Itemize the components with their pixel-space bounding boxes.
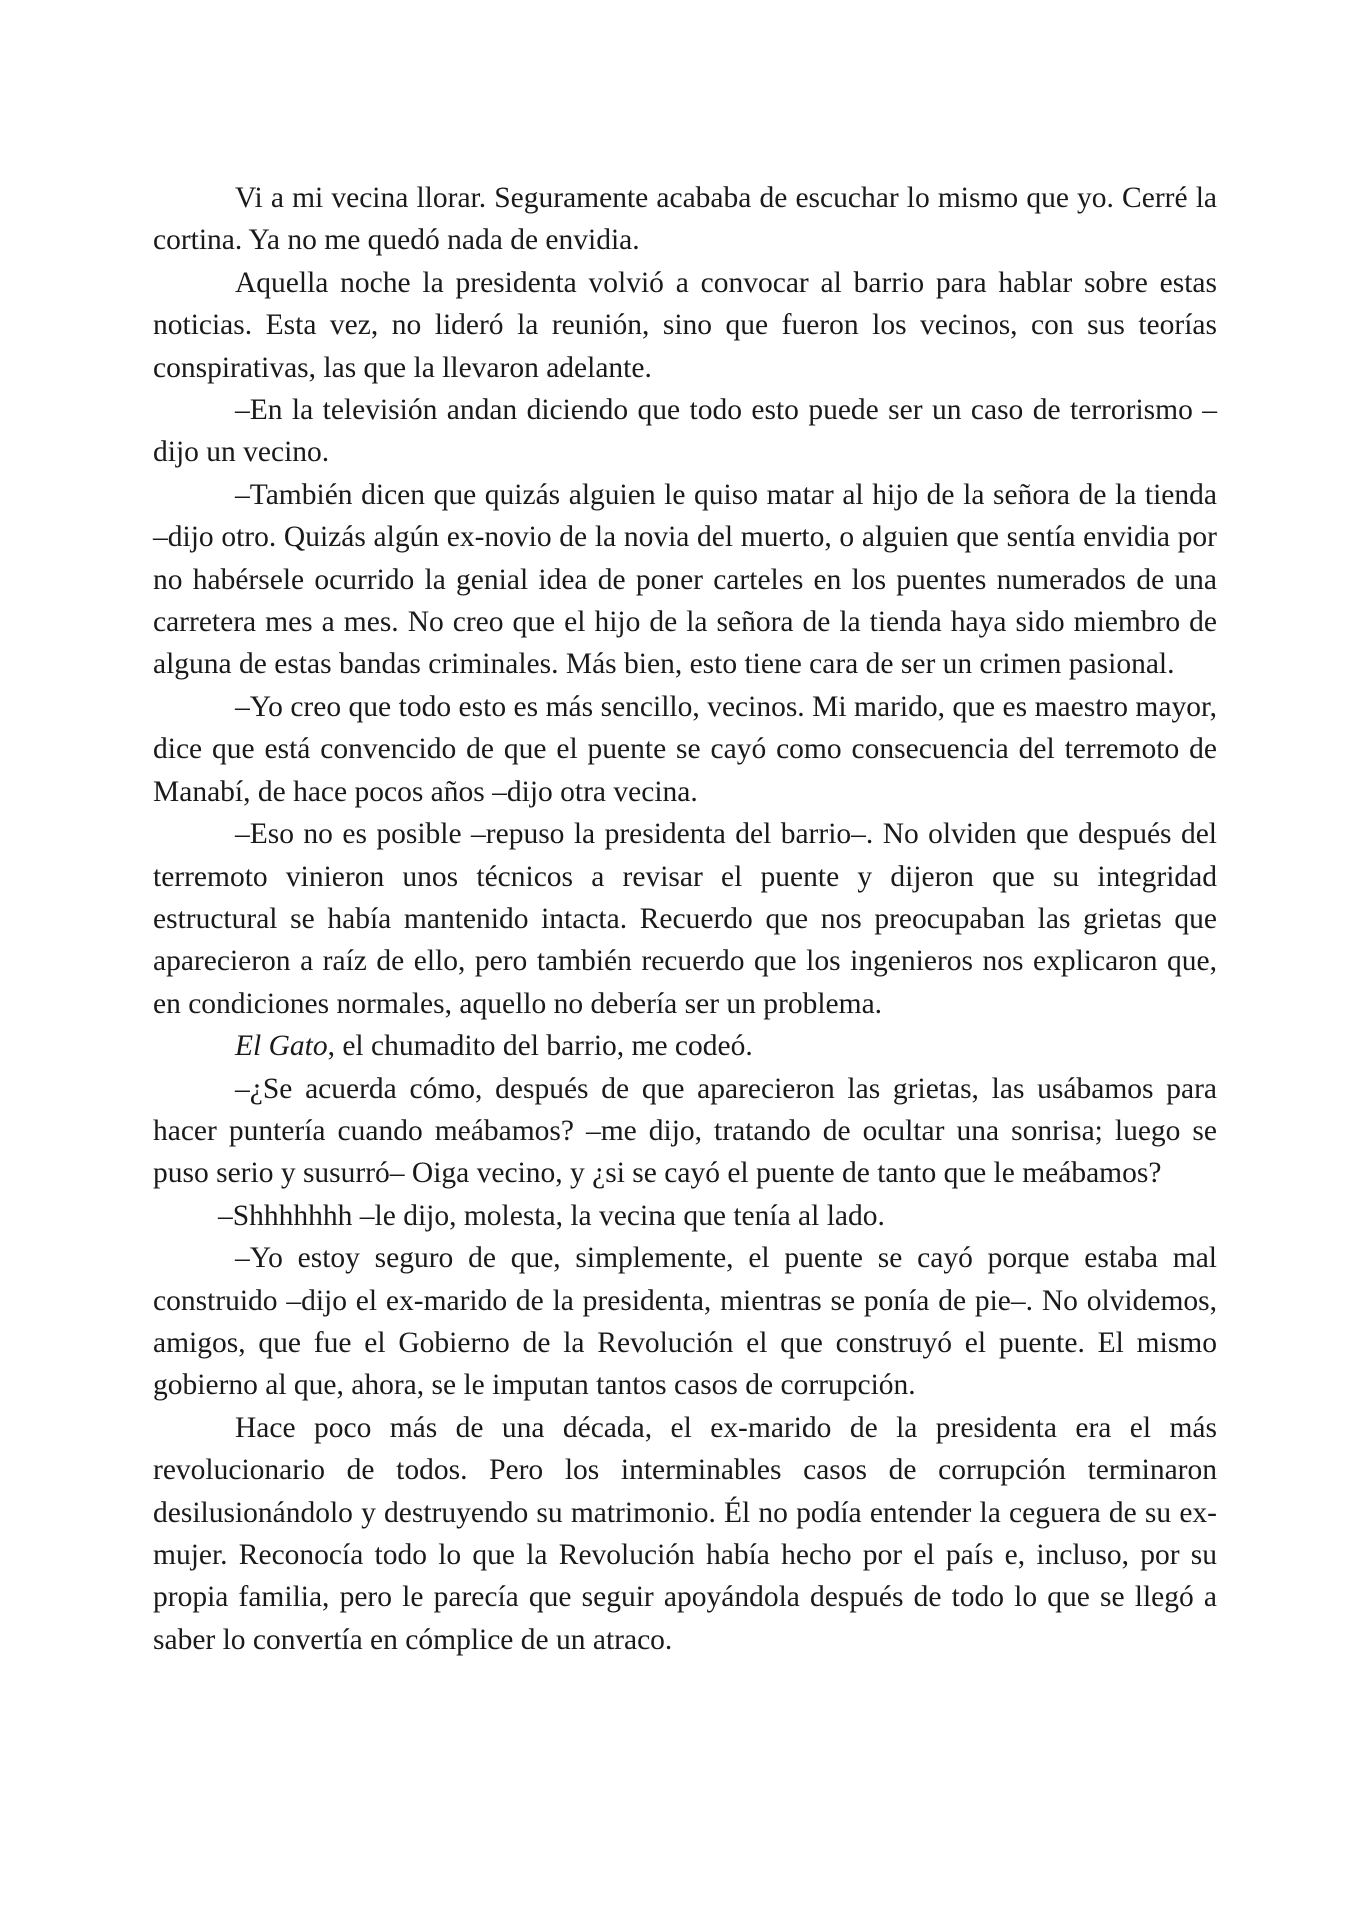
paragraph: –Yo estoy seguro de que, simplemente, el puente se cayó porque estaba mal construido –dijo el ex-marido de la presidenta, mientras se ponía de pie–. No olvidemos, amigos, que fue el Gobierno de la Revolución el que construyó el puente. El mismo gobierno al que, ahora, se le imputan tantos casos de corrupción. xyxy=(153,1242,1217,1402)
paragraph: –¿Se acuerda cómo, después de que aparecieron las grietas, las usábamos para hacer puntería cuando meábamos? –me dijo, tratando de ocultar una sonrisa; luego se puso serio y susurró– Oiga vecino, y ¿si se cayó el puente de tanto que le meábamos? xyxy=(153,1072,1217,1190)
paragraph: Hace poco más de una década, el ex-marido de la presidenta era el más revolucionario de todos. Pero los interminables casos de corrupción terminaron desilusionándolo y destruyendo su matrimonio. Él no podía entender la ceguera de su ex-mujer. Reconocía todo lo que la Revolución había hecho por el país e, incluso, por su propia familia, pero le parecía que seguir apoyándola después de todo lo que se llegó a saber lo convertía en cómplice de un atraco. xyxy=(153,1411,1217,1656)
paragraph: –En la televisión andan diciendo que todo esto puede ser un caso de terrorismo –dijo un vecino. xyxy=(153,394,1217,469)
paragraph: –Yo creo que todo esto es más sencillo, vecinos. Mi marido, que es maestro mayor, dice que está convencido de que el puente se cayó como consecuencia del terremoto de Manabí, de hace pocos años –dijo otra vecina. xyxy=(153,690,1217,808)
paragraph: –Shhhhhhh –le dijo, molesta, la vecina que tenía al lado. xyxy=(218,1199,885,1232)
paragraph: Aquella noche la presidenta volvió a convocar al barrio para hablar sobre estas noticias. Esta vez, no lideró la reunión, sino que fueron los vecinos, con sus teorías conspirativas, las que la llevaron adelante. xyxy=(153,266,1217,384)
paragraph-rest: , el chumadito del barrio, me codeó. xyxy=(327,1030,753,1063)
paragraph xyxy=(153,1025,1217,1067)
character-name: El Gato xyxy=(235,1030,328,1063)
document-page xyxy=(153,177,1217,1661)
paragraph: –También dicen que quizás alguien le quiso matar al hijo de la señora de la tienda –dijo otro. Quizás algún ex-novio de la novia del muerto, o alguien que sentía envidia por no habérsele ocurrido la genial idea de poner carteles en los puentes numerados de una carretera mes a mes. No creo que el hijo de la señora de la tienda haya sido miembro de alguna de estas bandas criminales. Más bien, esto tiene cara de ser un crimen pasional. xyxy=(153,478,1217,681)
paragraph: Vi a mi vecina llorar. Seguramente acababa de escuchar lo mismo que yo. Cerré la cortina. Ya no me quedó nada de envidia. xyxy=(153,182,1217,257)
paragraph: –Eso no es posible –repuso la presidenta del barrio–. No olviden que después del terremoto vinieron unos técnicos a revisar el puente y dijeron que su integridad estructural se había mantenido intacta. Recuerdo que nos preocupaban las grietas que aparecieron a raíz de ello, pero también recuerdo que los ingenieros nos explicaron que, en condiciones normales, aquello no debería ser un problema. xyxy=(153,818,1217,1020)
